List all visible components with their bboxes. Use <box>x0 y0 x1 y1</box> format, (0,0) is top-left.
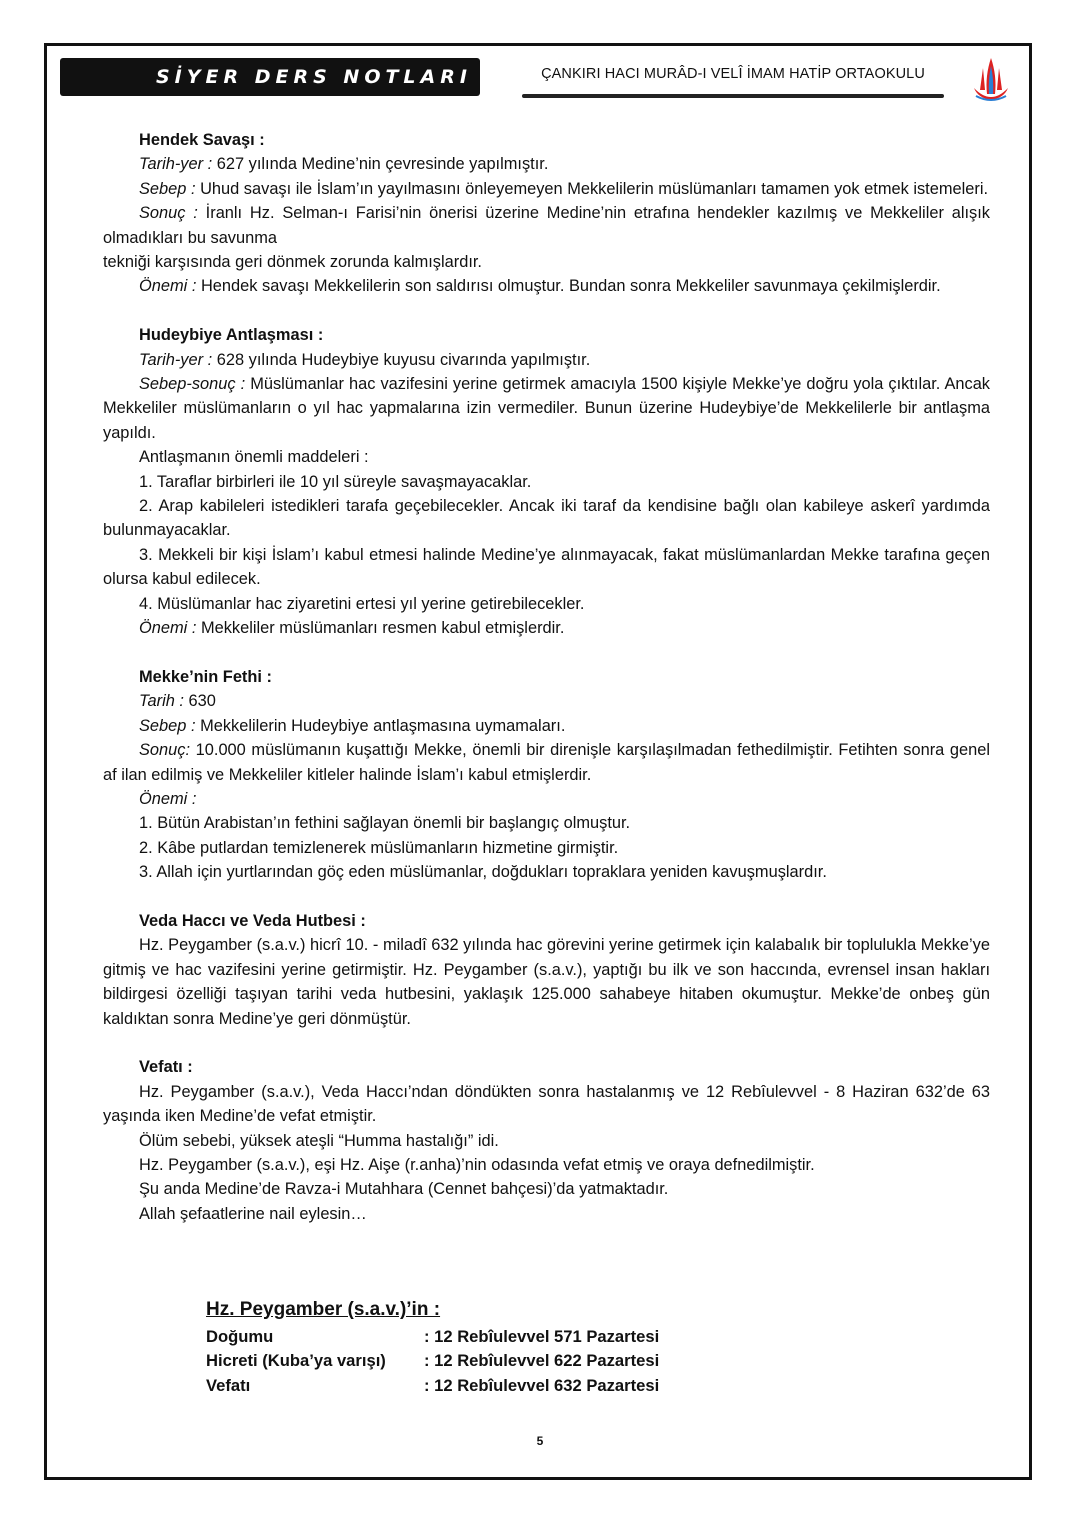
veda-text: Hz. Peygamber (s.a.v.) hicrî 10. - miladî 632 yılında hac görevini yerine getirmek için kalabalık bir toplulukla Mekke’ye gitmiş ve hac vazifesini yerine getirmiştir. Hz. Peygamber (s.a.v.), yaptığı bu ilk ve son haccında, evrensel insan hakları bildirgesi özelliği taşıyan tarihi veda hutbesini, yaklaşık 125.000 sahabeye hitaben okumuştur. Mekke’de onbeş gün kaldıktan sonra Medine’ye geri dönmüştür. <box>103 936 990 1028</box>
hendek-sebep: Sebep : Uhud savaşı ile İslam’ın yayılmasını önleyemeyen Mekkelilerin müslümanları tamamen yok etmek istemeleri. <box>139 179 989 198</box>
hudeybiye-onem: Önemi : Mekkeliler müslümanları resmen kabul etmişlerdir. <box>139 619 565 638</box>
hendek-sonuc: Sonuç : İranlı Hz. Selman-ı Farisi’nin önerisi üzerine Medine’nin etrafına hendekler kazılmış ve Mekkeliler alışık olmadıkları bu savunma <box>103 204 990 247</box>
list-item: 1. Taraflar birbirleri ile 10 yıl süreyle savaşmayacaklar. <box>139 472 532 491</box>
hendek-sonuc-cont: tekniği karşısında geri dönmek zorunda kalmışlardır. <box>103 253 482 272</box>
list-item: 3. Mekkeli bir kişi İslam’ı kabul etmesi halinde Medine’ye alınmayacak, fakat müslümanlardan Mekke tarafına geçen olursa kabul edilecek. <box>103 545 990 589</box>
mekke-sebep: Sebep : Mekkelilerin Hudeybiye antlaşmasına uymamaları. <box>139 716 566 735</box>
table-row <box>206 1325 659 1349</box>
table-row <box>206 1374 659 1398</box>
hudeybiye-title: Hudeybiye Antlaşması : <box>139 326 324 345</box>
content <box>103 128 990 1226</box>
header-divider <box>522 94 944 98</box>
document-title: SİYER DERS NOTLARI <box>60 58 480 96</box>
vefat-title: Vefatı : <box>139 1058 193 1077</box>
list-item: 2. Kâbe putlardan temizlenerek müslümanların hizmetine girmiştir. <box>139 838 619 857</box>
vefat-p1: Hz. Peygamber (s.a.v.), Veda Haccı’ndan döndükten sonra hastalanmış ve 12 Rebîulevvel - 8 Haziran 632’de 63 yaşında iken Medine’de vefat etmiştir. <box>103 1082 990 1126</box>
school-logo-icon <box>968 54 1014 106</box>
veda-title: Veda Haccı ve Veda Hutbesi : <box>139 911 366 930</box>
hendek-title: Hendek Savaşı : <box>139 131 265 149</box>
vefat-p5: Allah şefaatlerine nail eylesin… <box>139 1204 367 1223</box>
row-value: : 12 Rebîulevvel 632 Pazartesi <box>424 1375 660 1395</box>
school-name: ÇANKIRI HACI MURÂD-I VELÎ İMAM HATİP ORTAOKULU <box>541 66 925 82</box>
hudeybiye-maddeler-title: Antlaşmanın önemli maddeleri : <box>139 448 369 467</box>
list-item: 1. Bütün Arabistan’ın fethini sağlayan önemli bir başlangıç olmuştur. <box>139 814 631 833</box>
summary-title: Hz. Peygamber (s.a.v.)’in : <box>206 1299 441 1320</box>
list-item: 2. Arap kabileleri istedikleri tarafa geçebilecekler. Ancak iki taraf da kendisine bağlı olan kabileye askerî yardımda bulunmayacaklar. <box>103 497 990 540</box>
mekke-title: Mekke’nin Fethi : <box>139 667 272 686</box>
hendek-onem: Önemi : Hendek savaşı Mekkelilerin son saldırısı olmuştur. Bundan sonra Mekkeliler savunmaya çekilmişlerdir. <box>139 277 941 296</box>
mekke-sonuc: Sonuç: 10.000 müslümanın kuşattığı Mekke, önemli bir direnişle karşılaşılmadan fethedilmiştir. Fetihten sonra genel af ilan edilmiş ve Mekkeliler kitleler halinde İslam’ı kabul etmişlerdir. <box>103 741 990 784</box>
list-item: 4. Müslümanlar hac ziyaretini ertesi yıl yerine getirebilecekler. <box>139 594 585 613</box>
hudeybiye-sebep: Sebep-sonuç : Müslümanlar hac vazifesini yerine getirmek amacıyla 1500 kişiyle Mekke’ye doğru yola çıktılar. Ancak Mekkeliler müslümanların o yıl hac yapmalarına izin vermediler. Bunun üzerine Hudeybiye’de Mekkelilerle bir antlaşma yapıldı. <box>103 375 991 442</box>
list-item: 3. Allah için yurtlarından göç eden müslümanlar, doğdukları topraklara yeniden kavuşmuşlardır. <box>139 863 827 882</box>
hudeybiye-tarih: Tarih-yer : 628 yılında Hudeybiye kuyusu civarında yapılmıştır. <box>139 350 591 369</box>
table-row <box>206 1349 659 1373</box>
row-label: Hicreti (Kuba’ya varışı) <box>206 1351 386 1371</box>
vefat-p3: Hz. Peygamber (s.a.v.), eşi Hz. Aişe (r.anha)’nin odasında vefat etmiş ve oraya defnedilmiştir. <box>139 1156 815 1174</box>
summary-table <box>206 1299 659 1398</box>
row-value: : 12 Rebîulevvel 622 Pazartesi <box>424 1351 660 1371</box>
mekke-onem-label: Önemi : <box>139 789 197 808</box>
hendek-tarih: Tarih-yer : 627 yılında Medine’nin çevresinde yapılmıştır. <box>139 155 549 174</box>
row-value: : 12 Rebîulevvel 571 Pazartesi <box>424 1327 660 1346</box>
page-number: 5 <box>536 1434 544 1448</box>
vefat-p4: Şu anda Medine’de Ravza-i Mutahhara (Cennet bahçesi)’da yatmaktadır. <box>139 1180 669 1199</box>
row-label: Doğumu <box>206 1327 274 1346</box>
row-label: Vefatı <box>206 1375 251 1395</box>
mekke-tarih: Tarih : 630 <box>139 692 216 711</box>
vefat-p2: Ölüm sebebi, yüksek ateşli “Humma hastalığı” idi. <box>139 1131 499 1150</box>
